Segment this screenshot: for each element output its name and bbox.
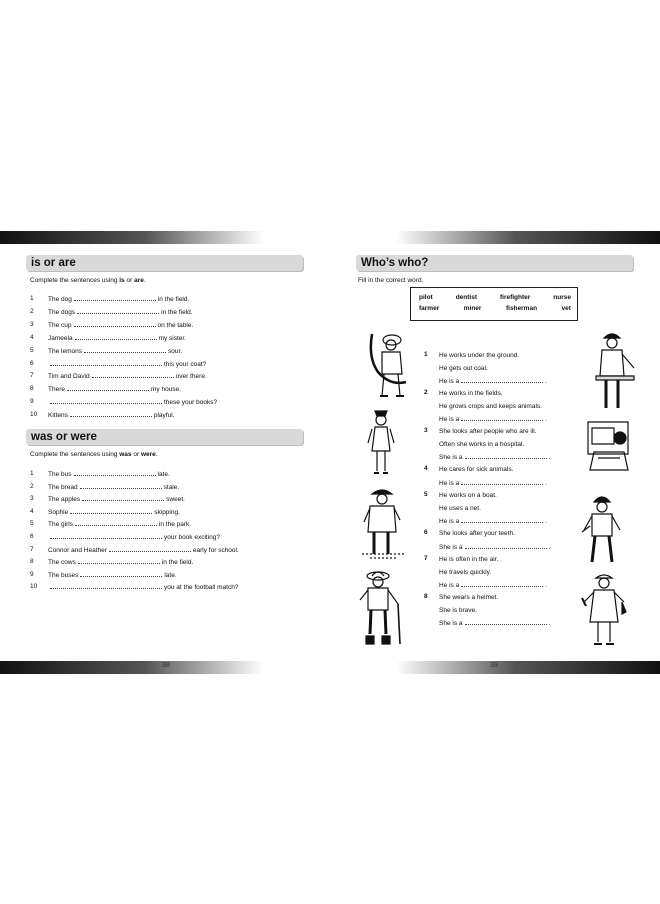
sentence-start: The cows bbox=[48, 559, 76, 567]
answer-blank[interactable] bbox=[92, 371, 174, 378]
question-text: She is a bbox=[439, 543, 463, 551]
sentence-start: The dog bbox=[48, 296, 72, 303]
sentence-end: your book exciting? bbox=[164, 534, 221, 541]
pilot-illustration bbox=[584, 418, 634, 476]
instruction-text: or bbox=[124, 277, 135, 284]
sentence bbox=[48, 346, 182, 357]
item-number: 5 bbox=[30, 346, 34, 354]
instruction-text: or bbox=[131, 451, 141, 458]
sentence-start: The dogs bbox=[48, 308, 76, 316]
right-page-number: 39 bbox=[490, 662, 498, 669]
sentence-end: sour. bbox=[167, 347, 183, 355]
question-line bbox=[439, 452, 550, 463]
sentence bbox=[48, 570, 177, 581]
sentence-end: . bbox=[548, 620, 551, 628]
sentence-start: Tim and David bbox=[48, 373, 90, 381]
sentence-start: Sophie bbox=[48, 508, 69, 516]
answer-blank[interactable] bbox=[461, 580, 543, 587]
exercise-row bbox=[30, 519, 300, 529]
item-number: 3 bbox=[30, 320, 34, 328]
sentence bbox=[48, 469, 170, 480]
question-number: 3 bbox=[424, 427, 428, 434]
question-number: 6 bbox=[424, 529, 428, 536]
bottom-decorative-band bbox=[0, 661, 660, 674]
question-line bbox=[439, 402, 542, 412]
answer-blank[interactable] bbox=[70, 410, 152, 417]
question-number: 7 bbox=[424, 555, 428, 562]
exercise-row bbox=[30, 371, 300, 381]
answer-blank[interactable] bbox=[75, 519, 157, 526]
question-text: He is a bbox=[439, 378, 460, 386]
top-decorative-band bbox=[0, 231, 660, 244]
question-line bbox=[439, 491, 497, 501]
exercise-row bbox=[30, 294, 300, 304]
sentence-end: late. bbox=[164, 571, 177, 579]
question-line bbox=[439, 427, 537, 437]
answer-blank[interactable] bbox=[77, 307, 159, 314]
exercise-row bbox=[30, 346, 300, 356]
sentence-end: on the table. bbox=[157, 321, 194, 329]
instruction-text: Complete the sentences using bbox=[30, 451, 120, 458]
question-line bbox=[439, 504, 481, 514]
question-text: He works under the ground. bbox=[439, 352, 520, 359]
item-number: 8 bbox=[30, 558, 34, 566]
sentence-end: you at the football match? bbox=[164, 584, 239, 592]
question-text: He gets out coal. bbox=[439, 364, 488, 372]
sentence-end: . bbox=[545, 518, 548, 526]
question-text: Often she works in a hospital. bbox=[439, 440, 525, 448]
question-number: 2 bbox=[424, 389, 428, 396]
answer-blank[interactable] bbox=[80, 482, 162, 489]
sentence-end: my house. bbox=[150, 386, 181, 394]
question-line bbox=[439, 568, 491, 578]
word-option: dentist bbox=[455, 294, 477, 301]
sentence-end: skipping. bbox=[154, 508, 180, 516]
sentence-end: . bbox=[548, 543, 551, 551]
sentence-end: sweet. bbox=[166, 496, 185, 504]
sentence-end: early for school. bbox=[192, 546, 239, 554]
sentence-start: The cup bbox=[48, 321, 72, 329]
question-line bbox=[439, 478, 547, 489]
instruction-bold: was bbox=[119, 451, 132, 458]
question-line bbox=[439, 376, 547, 387]
sentence-end: in the park. bbox=[158, 521, 192, 529]
exercise-row bbox=[30, 482, 300, 492]
sentence bbox=[48, 410, 174, 421]
question-text: He is a bbox=[439, 416, 460, 424]
exercise-row bbox=[30, 545, 300, 555]
section-title: was or were bbox=[31, 431, 97, 443]
question-line bbox=[439, 389, 503, 399]
sentence bbox=[48, 532, 220, 543]
sentence bbox=[48, 519, 191, 530]
instruction-is-are bbox=[30, 277, 146, 284]
question-text: He is a bbox=[439, 582, 460, 590]
question-text: He uses a net. bbox=[439, 504, 481, 512]
answer-blank[interactable] bbox=[461, 478, 543, 485]
exercise-row bbox=[30, 359, 300, 369]
item-number: 4 bbox=[30, 507, 34, 515]
sentence-end: . bbox=[545, 416, 548, 424]
sentence bbox=[48, 482, 179, 493]
sentence bbox=[48, 333, 186, 344]
answer-blank[interactable] bbox=[84, 346, 166, 353]
answer-blank[interactable] bbox=[465, 452, 547, 459]
sentence-start: The lemons bbox=[48, 347, 82, 355]
question-text: He works on a boat. bbox=[439, 492, 497, 499]
question-line bbox=[439, 606, 477, 616]
sentence-end: over there. bbox=[175, 373, 207, 381]
word-option: farmer bbox=[419, 305, 440, 312]
instruction-was-were bbox=[30, 451, 158, 458]
question-number: 5 bbox=[424, 491, 428, 498]
sentence-end: . bbox=[545, 479, 548, 487]
item-number: 7 bbox=[30, 372, 34, 380]
question-text: She wears a helmet. bbox=[439, 594, 499, 601]
answer-blank[interactable] bbox=[74, 469, 156, 476]
item-number: 6 bbox=[30, 359, 34, 367]
sentence-end: . bbox=[545, 378, 548, 386]
sentence-end: in the field. bbox=[157, 296, 190, 303]
answer-blank[interactable] bbox=[465, 618, 547, 625]
sentence-end: . bbox=[548, 454, 551, 462]
question-line bbox=[439, 465, 513, 475]
sentence bbox=[48, 557, 193, 568]
exercise-row bbox=[30, 307, 300, 317]
sentence bbox=[48, 294, 189, 305]
exercise-row bbox=[30, 384, 300, 394]
answer-blank[interactable] bbox=[70, 507, 152, 514]
answer-blank[interactable] bbox=[78, 557, 160, 564]
answer-blank[interactable] bbox=[75, 333, 157, 340]
exercise-row bbox=[30, 557, 300, 567]
exercise-row bbox=[30, 570, 300, 580]
item-number: 2 bbox=[30, 307, 34, 315]
sentence-end: in the field. bbox=[161, 559, 194, 567]
left-page-number: 38 bbox=[162, 662, 170, 669]
item-number: 9 bbox=[30, 398, 34, 406]
question-text: She looks after your teeth. bbox=[439, 530, 515, 537]
item-number: 1 bbox=[30, 470, 34, 477]
exercise-row bbox=[30, 320, 300, 330]
sentence-start: The bread bbox=[48, 483, 78, 491]
question-line bbox=[439, 618, 550, 629]
question-line bbox=[439, 440, 524, 450]
section-header-was-were bbox=[26, 429, 303, 445]
item-number: 10 bbox=[30, 583, 38, 591]
answer-blank[interactable] bbox=[465, 542, 547, 549]
instruction-bold: were bbox=[140, 451, 156, 458]
question-text: She looks after people who are ill. bbox=[439, 428, 537, 435]
word-option: vet bbox=[561, 305, 571, 312]
item-number: 1 bbox=[30, 295, 34, 302]
fisherman-illustration bbox=[360, 486, 408, 564]
sentence bbox=[48, 320, 193, 331]
item-number: 6 bbox=[30, 533, 34, 540]
instruction-whos-who: Fill in the correct word. bbox=[358, 277, 424, 284]
answer-blank[interactable] bbox=[50, 532, 162, 539]
word-option: miner bbox=[463, 305, 482, 312]
word-box-row bbox=[419, 305, 571, 312]
sentence bbox=[48, 545, 239, 556]
question-number: 8 bbox=[424, 593, 428, 600]
question-line bbox=[439, 555, 498, 565]
section-header-whos-who bbox=[356, 255, 633, 271]
sentence-end: late. bbox=[157, 471, 170, 478]
question-number: 4 bbox=[424, 465, 428, 472]
miner-illustration bbox=[580, 492, 626, 568]
sentence-end: this your coat? bbox=[164, 360, 207, 368]
answer-blank[interactable] bbox=[461, 414, 543, 421]
sentence-start: Kittens bbox=[48, 412, 68, 420]
sentence-start: The apples bbox=[48, 496, 81, 504]
word-option: nurse bbox=[553, 294, 571, 301]
answer-blank[interactable] bbox=[82, 494, 164, 501]
instruction-text: . bbox=[143, 277, 146, 284]
sentence-start: The buses bbox=[48, 571, 79, 579]
dentist-illustration bbox=[592, 330, 638, 414]
question-line bbox=[439, 364, 488, 374]
sentence bbox=[48, 507, 180, 518]
question-line bbox=[439, 580, 547, 591]
sentence bbox=[48, 582, 238, 593]
section-title: is or are bbox=[31, 257, 76, 269]
exercise-row bbox=[30, 397, 300, 407]
question-text: She is a bbox=[439, 620, 463, 628]
question-line bbox=[439, 542, 550, 553]
question-line bbox=[439, 529, 515, 539]
sentence-start: Connor and Heather bbox=[48, 546, 107, 554]
exercise-row bbox=[30, 469, 300, 479]
item-number: 9 bbox=[30, 570, 34, 578]
exercise-row bbox=[30, 507, 300, 517]
nurse-illustration bbox=[366, 407, 396, 479]
word-option: pilot bbox=[419, 294, 433, 301]
item-number: 7 bbox=[30, 545, 34, 553]
answer-blank[interactable] bbox=[74, 294, 156, 301]
question-text: He works in the fields. bbox=[439, 390, 503, 397]
sentence bbox=[48, 397, 217, 408]
farmer-illustration bbox=[356, 568, 406, 648]
sentence-end: my sister. bbox=[158, 334, 187, 342]
sentence bbox=[48, 307, 193, 318]
item-number: 4 bbox=[30, 333, 34, 341]
answer-blank[interactable] bbox=[50, 397, 162, 404]
answer-blank[interactable] bbox=[50, 359, 162, 366]
firefighter-illustration bbox=[360, 328, 412, 400]
sentence-start: Jameela bbox=[48, 334, 73, 342]
answer-blank[interactable] bbox=[67, 384, 149, 391]
sentence bbox=[48, 494, 185, 505]
sentence-end: in the field. bbox=[161, 308, 193, 316]
exercise-row bbox=[30, 532, 300, 542]
instruction-bold: is bbox=[119, 277, 125, 284]
exercise-row bbox=[30, 494, 300, 504]
item-number: 3 bbox=[30, 495, 34, 503]
sentence-end: stale. bbox=[163, 483, 180, 491]
question-text: He is a bbox=[439, 518, 460, 526]
answer-blank[interactable] bbox=[461, 376, 543, 383]
answer-blank[interactable] bbox=[74, 320, 156, 327]
question-text: She is a bbox=[439, 454, 463, 462]
sentence-end: these your books? bbox=[164, 399, 218, 407]
word-box bbox=[410, 287, 578, 321]
exercise-row bbox=[30, 333, 300, 343]
section-title: Who’s who? bbox=[361, 257, 429, 269]
instruction-bold: are bbox=[134, 277, 144, 284]
item-number: 5 bbox=[30, 520, 34, 528]
answer-blank[interactable] bbox=[50, 582, 162, 589]
question-line bbox=[439, 593, 498, 603]
sentence bbox=[48, 384, 181, 395]
sentence bbox=[48, 359, 206, 370]
instruction-text: . bbox=[155, 451, 158, 458]
item-number: 10 bbox=[30, 411, 38, 419]
sentence-start: The girls bbox=[48, 521, 73, 529]
question-line bbox=[439, 516, 547, 527]
question-text: He is a bbox=[439, 479, 460, 487]
exercise-row bbox=[30, 410, 300, 420]
sentence-start: The bus bbox=[48, 471, 72, 478]
vet-illustration bbox=[578, 572, 630, 650]
word-box-row bbox=[419, 294, 571, 301]
question-text: He cares for sick animals. bbox=[439, 466, 514, 473]
answer-blank[interactable] bbox=[461, 516, 543, 523]
answer-blank[interactable] bbox=[80, 570, 162, 577]
item-number: 8 bbox=[30, 385, 34, 393]
sentence-end: playful. bbox=[153, 412, 175, 420]
sentence-start: There bbox=[48, 386, 65, 394]
question-text: He grows crops and keeps animals. bbox=[439, 402, 542, 410]
instruction-text: Complete the sentences using bbox=[30, 277, 120, 284]
question-number: 1 bbox=[424, 351, 428, 358]
answer-blank[interactable] bbox=[109, 545, 191, 552]
sentence-end: . bbox=[545, 582, 548, 590]
sentence bbox=[48, 371, 207, 382]
section-header-is-are bbox=[26, 255, 303, 271]
word-option: fisherman bbox=[505, 305, 538, 312]
question-line bbox=[439, 414, 547, 425]
question-text: He travels quickly. bbox=[439, 568, 492, 576]
exercise-row bbox=[30, 582, 300, 592]
question-line bbox=[439, 351, 519, 361]
question-text: He is often in the air. bbox=[439, 556, 499, 563]
question-text: She is brave. bbox=[439, 606, 477, 614]
word-option: firefighter bbox=[499, 294, 531, 301]
item-number: 2 bbox=[30, 482, 34, 490]
